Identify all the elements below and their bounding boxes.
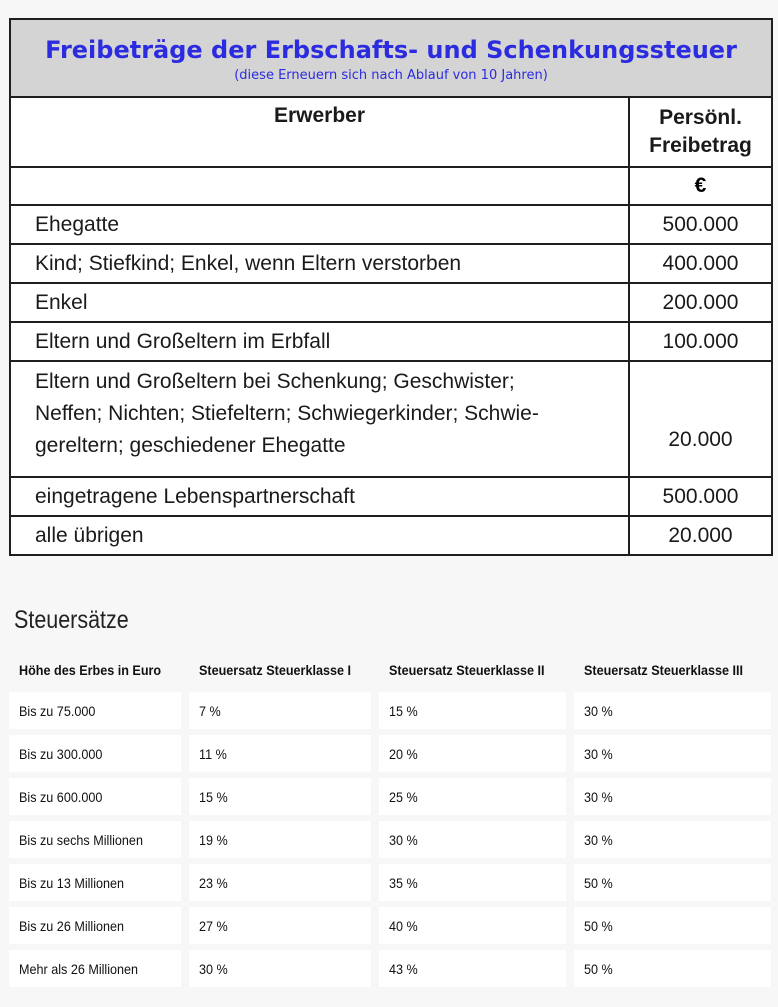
table-cell: 50 % [574, 864, 771, 901]
unit-empty-cell [10, 167, 629, 205]
erwerber-label: eingetragene Lebenspartnerschaft [10, 477, 629, 516]
erwerber-label: Ehegatte [10, 205, 629, 244]
table-cell: 30 % [574, 778, 771, 815]
table-cell: Bis zu 600.000 [9, 778, 189, 815]
table-cell: 15 % [189, 778, 379, 815]
table-cell: Bis zu 26 Millionen [9, 907, 189, 944]
table-cell: 7 % [189, 692, 379, 729]
table-cell: Mehr als 26 Millionen [9, 950, 189, 987]
table-cell: 30 % [189, 950, 379, 987]
table-cell: 30 % [574, 821, 771, 858]
table-header-row [9, 654, 771, 686]
erwerber-label [10, 361, 629, 477]
table-cell: 50 % [574, 907, 771, 944]
table-cell: 35 % [379, 864, 574, 901]
table-cell: 30 % [574, 735, 771, 772]
freibetraege-subtitle: (diese Erneuern sich nach Ablauf von 10 Jahren) [234, 67, 548, 83]
freibetrag-value: 500.000 [629, 205, 772, 244]
erwerber-label: Kind; Stiefkind; Enkel, wenn Eltern verstorben [10, 244, 629, 283]
column-header: Steuersatz Steuerklasse II [389, 662, 545, 678]
table-row [9, 864, 771, 901]
erwerber-label-line3: gereltern; geschiedener Ehegatte [35, 434, 346, 457]
header-freibetrag [629, 97, 772, 167]
table-cell: 23 % [189, 864, 379, 901]
column-header: Steuersatz Steuerklasse I [199, 662, 351, 678]
table-row [10, 322, 772, 361]
freibetrag-value: 400.000 [629, 244, 772, 283]
table-row [9, 907, 771, 944]
table-cell: 11 % [189, 735, 379, 772]
table-row [10, 361, 772, 477]
table-cell: 43 % [379, 950, 574, 987]
column-header: Steuersatz Steuerklasse III [584, 662, 743, 678]
table-cell: 20 % [379, 735, 574, 772]
header-freibetrag-line2: Freibetrag [649, 134, 752, 157]
header-freibetrag-line1: Persönl. [659, 106, 742, 129]
freibetrag-value: 20.000 [629, 516, 772, 555]
table-cell: 19 % [189, 821, 379, 858]
erwerber-label: Eltern und Großeltern im Erbfall [10, 322, 629, 361]
table-cell: 25 % [379, 778, 574, 815]
table-row [10, 244, 772, 283]
column-header: Höhe des Erbes in Euro [19, 662, 162, 678]
table-row [10, 516, 772, 555]
table-cell: 50 % [574, 950, 771, 987]
table-row [10, 283, 772, 322]
erwerber-label-line2: Neffen; Nichten; Stiefeltern; Schwiegerkinder; Schwie- [35, 402, 539, 425]
table-row [9, 778, 771, 815]
erwerber-label-line1: Eltern und Großeltern bei Schenkung; Geschwister; [35, 370, 515, 393]
erwerber-label: Enkel [10, 283, 629, 322]
table-row [9, 821, 771, 858]
table-row [10, 205, 772, 244]
erwerber-label: alle übrigen [10, 516, 629, 555]
freibetraege-table [9, 18, 773, 556]
table-row [9, 735, 771, 772]
steuersaetze-heading: Steuersätze [14, 606, 129, 634]
table-cell: 15 % [379, 692, 574, 729]
freibetraege-title: Freibeträge der Erbschafts- und Schenkungssteuer [45, 35, 737, 64]
table-cell: Bis zu 13 Millionen [9, 864, 189, 901]
steuersaetze-table [9, 648, 771, 993]
table-cell: 40 % [379, 907, 574, 944]
freibetraege-title-cell [10, 19, 772, 97]
freibetrag-value: 20.000 [629, 361, 772, 477]
freibetrag-value: 100.000 [629, 322, 772, 361]
table-cell: Bis zu 300.000 [9, 735, 189, 772]
table-row [9, 950, 771, 987]
table-cell: Bis zu sechs Millionen [9, 821, 189, 858]
freibetrag-value: 500.000 [629, 477, 772, 516]
table-cell: 30 % [379, 821, 574, 858]
table-row [10, 477, 772, 516]
table-row [9, 692, 771, 729]
table-cell: 27 % [189, 907, 379, 944]
table-cell: 30 % [574, 692, 771, 729]
freibetrag-value: 200.000 [629, 283, 772, 322]
table-cell: Bis zu 75.000 [9, 692, 189, 729]
header-erwerber: Erwerber [10, 97, 629, 167]
unit-euro: € [629, 167, 772, 205]
